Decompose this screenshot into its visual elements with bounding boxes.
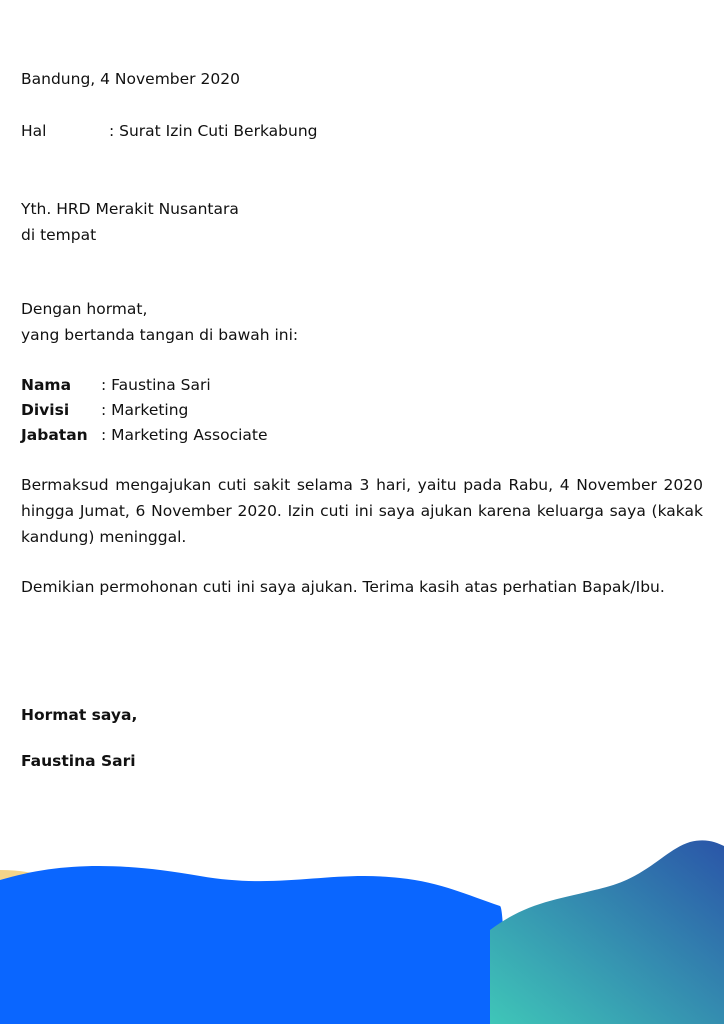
subject-label: Hal — [21, 122, 47, 140]
identity-label: Jabatan — [21, 426, 88, 444]
identity-label: Nama — [21, 376, 72, 394]
identity-value: : Marketing — [101, 401, 189, 419]
identity-label: Divisi — [21, 401, 70, 419]
recipient-line-2: di tempat — [21, 226, 97, 244]
greeting-line-2: yang bertanda tangan di bawah ini: — [21, 326, 299, 344]
closing: Hormat saya, — [21, 706, 138, 724]
subject-line — [21, 118, 317, 144]
recipient-line-1: Yth. HRD Merakit Nusantara — [21, 200, 239, 218]
identity-value: : Faustina Sari — [101, 376, 211, 394]
subject-value: : Surat Izin Cuti Berkabung — [109, 122, 318, 140]
teal-wave — [490, 840, 724, 1024]
date-line: Bandung, 4 November 2020 — [21, 70, 240, 88]
body-paragraph-2: Demikian permohonan cuti ini saya ajukan. Terima kasih atas perhatian Bapak/Ibu. — [21, 578, 665, 596]
greeting-line-1: Dengan hormat, — [21, 300, 148, 318]
blue-wave — [0, 866, 505, 1024]
decorative-waves — [0, 830, 724, 1024]
identity-row-divisi — [21, 397, 188, 423]
identity-row-nama — [21, 372, 211, 398]
signature-name: Faustina Sari — [21, 752, 136, 770]
body-paragraph-1: Bermaksud mengajukan cuti sakit selama 3 hari, yaitu pada Rabu, 4 November 2020 hingga Jumat, 6 November 2020. Izin cuti ini saya ajukan karena keluarga saya (kakak kandung) meninggal. — [21, 476, 703, 546]
identity-row-jabatan — [21, 422, 268, 448]
identity-value: : Marketing Associate — [101, 426, 268, 444]
